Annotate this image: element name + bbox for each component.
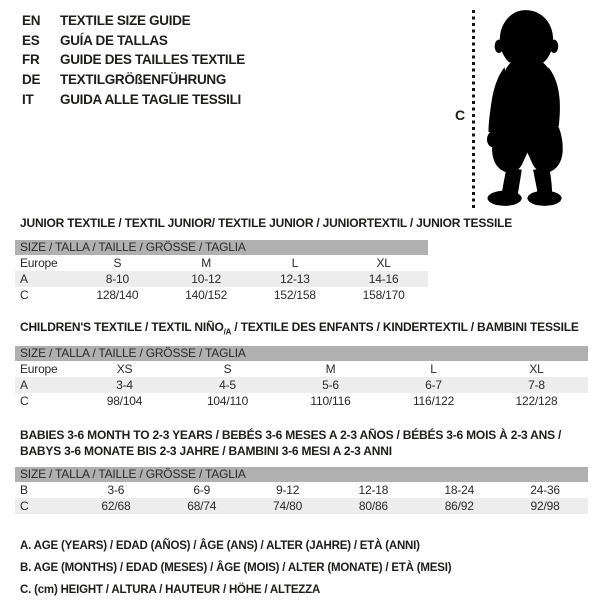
children-size-table	[15, 346, 588, 409]
table-cell: 12-13	[280, 272, 310, 286]
lang-label: TEXTILE SIZE GUIDE	[60, 13, 191, 28]
table-cell: 14-16	[368, 272, 399, 286]
row-label: C	[20, 499, 29, 513]
lang-code: DE	[22, 72, 41, 88]
footnotes	[20, 535, 451, 601]
table-cell: L	[291, 256, 299, 270]
table-cell: 86/92	[444, 499, 474, 513]
children-table-title	[20, 320, 579, 336]
lang-code: ES	[22, 32, 40, 48]
table-cell: 10-12	[191, 272, 221, 286]
row-label: Europe	[20, 256, 58, 270]
children-title-sub: /A	[223, 327, 232, 337]
row-label: B	[20, 483, 28, 497]
table-cell: 9-12	[275, 483, 300, 497]
table-cell: 18-24	[444, 483, 475, 497]
babies-size-table	[15, 467, 588, 514]
table-cell: 3-6	[107, 483, 125, 497]
table-cell: 24-36	[530, 483, 560, 497]
lang-code: IT	[22, 91, 34, 107]
table-cell: XS	[116, 362, 133, 376]
lang-row-fr	[22, 50, 245, 70]
table-cell: M	[325, 362, 336, 376]
row-label: A	[20, 272, 28, 286]
table-cell: 116/122	[412, 394, 455, 408]
row-label: A	[20, 378, 28, 392]
lang-label: GUIDA ALLE TAGLIE TESSILI	[60, 91, 241, 107]
language-header	[22, 11, 245, 110]
table-cell: M	[201, 256, 212, 270]
table-cell: 152/158	[273, 288, 316, 302]
table-cell: L	[430, 362, 437, 376]
footnote-a: A. AGE (YEARS) / EDAD (AÑOS) / ÂGE (ANS) / ALTER (JAHRE) / ETÀ (ANNI)	[20, 540, 420, 552]
table-cell: 5-6	[322, 378, 339, 392]
footnote-c: C. (cm) HEIGHT / ALTURA / HAUTEUR / HÖHE / ALTEZZA	[20, 584, 321, 596]
lang-row-it	[22, 90, 245, 110]
junior-table-title-text: JUNIOR TEXTILE / TEXTIL JUNIOR/ TEXTILE JUNIOR / JUNIORTEXTIL / JUNIOR TESSILE	[20, 216, 513, 230]
footnote-b: B. AGE (MONTHS) / EDAD (MESES) / ÂGE (MOIS) / ALTER (MONATE) / ETÀ (MESI)	[20, 562, 452, 574]
junior-size-table	[15, 240, 428, 303]
table-cell: 110/116	[310, 394, 351, 408]
table-row	[15, 393, 588, 409]
children-title-pre: CHILDREN'S TEXTILE / TEXTIL NIÑO	[20, 320, 224, 334]
size-header-bar: SIZE / TALLA / TAILLE / GRÖSSE / TAGLIA	[15, 467, 588, 482]
junior-table-title	[20, 216, 512, 230]
children-title-post: / TEXTILE DES ENFANTS / KINDERTEXTIL / BAMBINI TESSILE	[231, 320, 579, 334]
table-cell: 140/152	[185, 288, 228, 302]
height-dashed-line	[472, 10, 475, 208]
table-row	[15, 482, 588, 498]
lang-row-en	[22, 11, 245, 31]
table-cell: 104/110	[206, 394, 249, 408]
table-cell: S	[113, 256, 122, 270]
table-cell: XL	[376, 256, 391, 270]
babies-table-title	[20, 427, 561, 459]
table-cell: 62/68	[101, 499, 131, 513]
toddler-silhouette-icon	[478, 8, 573, 208]
table-cell: 3-4	[116, 378, 133, 392]
height-marker-label: C	[455, 107, 466, 123]
table-row	[15, 498, 588, 514]
row-label: C	[20, 288, 29, 302]
table-cell: 7-8	[528, 378, 545, 392]
babies-title-line1: BABIES 3-6 MONTH TO 2-3 YEARS / BEBÉS 3-6 MESES A 2-3 AÑOS / BÉBÉS 3-6 MOIS À 2-3 ANS /	[20, 428, 562, 442]
table-cell: 92/98	[530, 499, 560, 513]
table-row	[15, 255, 428, 271]
babies-title-line2: BABYS 3-6 MONATE BIS 2-3 JAHRE / BAMBINI 3-6 MESI A 2-3 ANNI	[20, 444, 392, 458]
table-cell: 4-5	[219, 378, 236, 392]
table-cell: 12-18	[358, 483, 389, 497]
table-cell: 8-10	[105, 272, 129, 286]
lang-label: GUÍA DE TALLAS	[60, 32, 168, 48]
size-header-bar: SIZE / TALLA / TAILLE / GRÖSSE / TAGLIA	[15, 346, 588, 361]
table-cell: XL	[529, 362, 544, 376]
table-cell: 122/128	[515, 394, 558, 408]
lang-row-es	[22, 31, 245, 51]
table-row	[15, 361, 588, 377]
lang-label: TEXTILGRÖßENFÜHRUNG	[60, 72, 227, 88]
table-row	[15, 377, 588, 393]
size-header-bar: SIZE / TALLA / TAILLE / GRÖSSE / TAGLIA	[15, 240, 428, 255]
table-row	[15, 271, 428, 287]
row-label: C	[20, 394, 29, 408]
lang-row-de	[22, 70, 245, 90]
row-label: Europe	[20, 362, 58, 376]
table-cell: 68/74	[187, 499, 217, 513]
table-cell: S	[223, 362, 232, 376]
table-cell: 98/104	[106, 394, 143, 408]
table-cell: 80/86	[358, 499, 388, 513]
lang-label: GUIDE DES TAILLES TEXTILE	[60, 52, 246, 68]
table-cell: 158/170	[362, 288, 405, 302]
table-cell: 6-7	[425, 378, 442, 392]
table-cell: 128/140	[96, 288, 139, 302]
lang-code: EN	[22, 13, 41, 28]
table-row	[15, 287, 428, 303]
lang-code: FR	[22, 52, 40, 68]
table-cell: 6-9	[193, 483, 211, 497]
table-cell: 74/80	[273, 499, 303, 513]
